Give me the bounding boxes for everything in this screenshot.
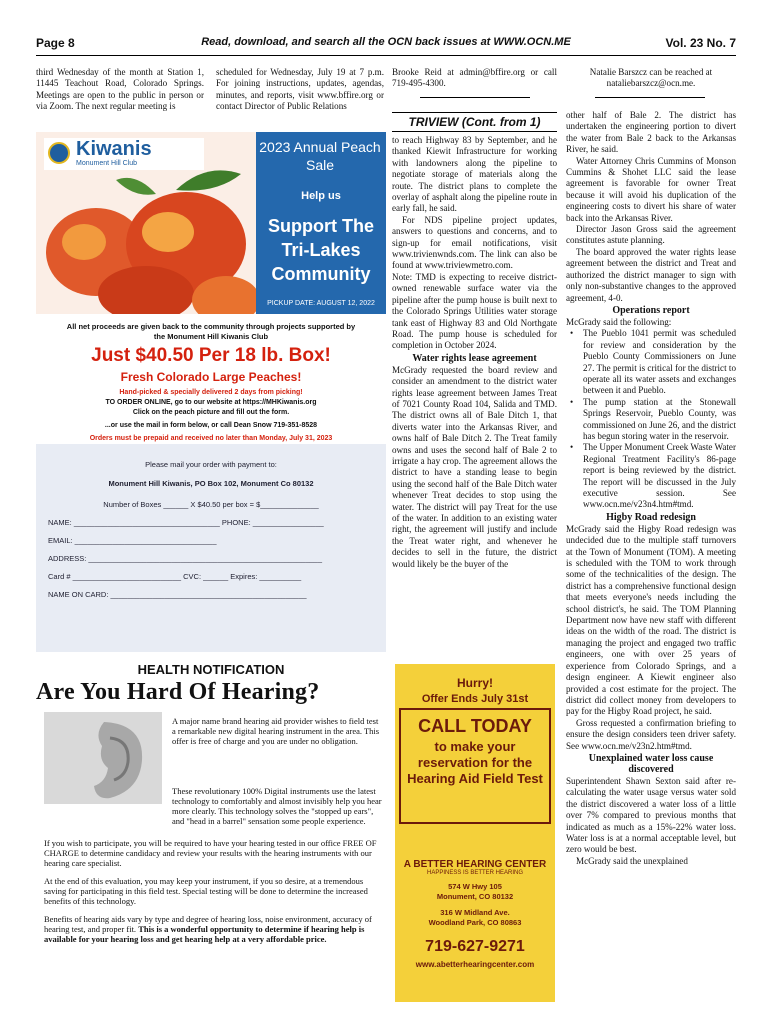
call-today-box — [399, 708, 551, 824]
hurry-text: Hurry! — [456, 676, 493, 690]
annual-sale-title: 2023 Annual Peach Sale — [259, 139, 381, 173]
brand-tagline: HAPPINESS IS BETTER HEARING — [426, 870, 524, 876]
col2-top: scheduled for Wednesday, July 19 at 7 p.m. For joining instructions, updates, agendas, minutes, and reports, visit www.bffire.org or contact Director of Public Relations — [216, 67, 384, 112]
phone-number[interactable]: 719-627-9271 — [425, 938, 525, 955]
handpicked-note: Hand-picked & specially delivered 2 days from picking! — [119, 389, 303, 396]
hearing-details: If you wish to participate, you will be required to have your hearing tested in our office FREE OF CHARGE to determine candidacy and review your results with the hearing instruments with our hearing care specialist. At the end of this evaluation, you may keep your instrument, if you so desire, at a tremendous saving for participating in this field test. Special testing will be done to determine the increased benefits of this technology. Benefits of hearing aids vary by type and degree of hearing loss, noise environment, accuracy of hearing test, and proper fit. This is a wonderful opportunity to determine if hearing help is available for your hearing loss and get hearing help at a very affordable price. — [44, 838, 377, 944]
peach-photo — [36, 132, 256, 314]
order-online: TO ORDER ONLINE, go to our website at https://MHKiwanis.org — [105, 399, 317, 406]
price-headline: Just $40.50 Per 18 lb. Box! — [91, 345, 331, 366]
click-instructions: Click on the peach picture and fill out the form. — [132, 409, 290, 416]
operations-list — [566, 328, 736, 511]
boxes-field[interactable]: Number of Boxes ______ X $40.50 per box = $______________ — [103, 500, 319, 509]
order-form — [36, 444, 386, 652]
kiwanis-peach-ad — [36, 132, 386, 652]
page-header — [36, 34, 736, 56]
col1-top: third Wednesday of the month at Station 1, 11445 Teachout Road, Colorado Springs. Meetings are open to the public in person or via Zoom. The next regular meeting is — [36, 67, 204, 112]
help-us: Help us — [301, 190, 341, 202]
card-field[interactable]: Card # __________________________ CVC: ______ Expires: __________ — [48, 572, 302, 581]
pickup-date: PICKUP DATE: AUGUST 12, 2022 — [267, 300, 375, 307]
brand-name: A BETTER HEARING CENTER — [403, 859, 547, 870]
water-loss-heading: Unexplained water loss cause discovered — [588, 752, 714, 775]
page-number: Page 8 — [36, 36, 75, 50]
ad-banner — [36, 132, 386, 314]
triview-column: TRIVIEW (Cont. from 1) to reach Highway 83 by September, and he thanked Kiewit Infrastructure for working with landowners along the pipeline to negotiate storage of materials along the route. The district plans to complete the overlay of asphalt along the pipeline route in early fall, he said. For NDS pipeline project updates, answers to questions and concerns, and to sign-up for email notifications, visit www.trivienwnds.com. The link can also be found at www.triviewmetro.com. Note: TMD is expecting to receive district-owned renewable surface water via the pipeline after the pump house is built next to the Colorado Springs Utilities water storage tank east of Highway 83 and Old Northgate Road. The pump house is scheduled for completion in October 2024. Water rights lease agreement McGrady requested the board review and consider an amendment to the district water rights lease agreement between James Treat of 7021 County Road 104, Salida and TMD. The district owns all of Bale Ditch 1, that diverts water into the Arkansas River, and owns half of Bale Ditch 2. The Treat family owns and uses the second half of Bale 2 to irrigate a hay crop. The agreement allows the district to have a standing lease to begin using the second half of the Bale Ditch water whenever Treat decides to stop using the water. The district will pay Treat for the use of the water. In addition to an existing water right, the agreement will justify and include the Treat water right, and whenever he decides to sell in the future, the district would likely be the buyer of the — [392, 112, 557, 570]
operations-heading: Operations report — [612, 304, 690, 316]
offer-ends: Offer Ends July 31st — [421, 693, 529, 705]
higby-heading: Higby Road redesign — [606, 511, 696, 523]
kiwanis-emblem-icon — [48, 142, 70, 164]
hearing-center-ad — [395, 664, 555, 1002]
list-item: • The pump station at the Stonewall Springs Reservoir, Pueblo County, was commissioned on June 26, and the district has begun storing water in the reservoir. — [566, 397, 736, 443]
ear-photo — [44, 712, 162, 804]
email-field[interactable]: EMAIL: __________________________________ — [48, 536, 217, 545]
reservation-text: to make your reservation for the Hearing Aid Field Test — [407, 739, 543, 786]
divider — [420, 97, 530, 98]
list-item: • The Upper Monument Creek Waste Water Regional Treatment Facility's 86-page report is being reviewed by the district. The report will be discussed in the July executive session. See www.ocn.me/v23n4.htm#tmd. — [566, 442, 736, 510]
ad-right-panel — [256, 132, 386, 314]
triview-heading: TRIVIEW (Cont. from 1) — [392, 112, 557, 132]
hearing-intro: A major name brand hearing aid provider wishes to field test a remarkable new digital hearing instrument in the area. This offer is free of charge and you are under no obligation. — [172, 716, 380, 746]
support-tagline: Support The Tri-Lakes Community — [268, 216, 374, 284]
col3-top: Brooke Reid at admin@bffire.org or call 719-495-4300. — [392, 67, 557, 89]
hearing-headline: Are You Hard Of Hearing? — [36, 679, 320, 705]
address-monument: 574 W Hwy 105 Monument, CO 80132 — [436, 882, 514, 901]
address-field[interactable]: ADDRESS: ________________________________________________________ — [48, 554, 323, 563]
hearing-tech: These revolutionary 100% Digital instruments use the latest technology to comfortably and almost invisibly help you hear more clearly. This technology solves the "stopped up ears", and "head in a barrel" sensation some people experience. — [172, 786, 382, 826]
mail-or-call: ...or use the mail in form below, or call Dean Snow 719-351-8528 — [104, 422, 318, 429]
water-rights-heading: Water rights lease agreement — [412, 352, 537, 364]
name-phone-field[interactable]: NAME: ___________________________________ PHONE: _________________ — [48, 518, 324, 527]
volume-number: Vol. 23 No. 7 — [665, 36, 736, 50]
list-item: • The Pueblo 1041 permit was scheduled for review and consideration by the Pueblo County Commissioners on June 27. The permit is critical for the district to operate all its water assets and exchanges between it and Pueblo. — [566, 328, 736, 396]
fresh-peaches: Fresh Colorado Large Peaches! — [120, 370, 302, 384]
col4-top: Natalie Barszcz can be reached at nataliebarszcz@ocn.me. — [589, 67, 713, 89]
prepaid-note: Orders must be prepaid and received no later than Monday, July 31, 2023 — [89, 435, 333, 442]
website-link[interactable]: www.abetterhearingcenter.com — [415, 960, 535, 969]
hearing-ad — [36, 660, 386, 1000]
ad-body — [36, 322, 386, 460]
proceeds-note: All net proceeds are given back to the community through projects supported by the Monument Hill Kiwanis Club — [66, 322, 356, 341]
header-tagline: Read, download, and search all the OCN back issues at WWW.OCN.ME — [201, 36, 571, 48]
call-today: CALL TODAY — [418, 716, 532, 736]
health-notification: HEALTH NOTIFICATION — [137, 662, 285, 677]
mail-address: Monument Hill Kiwanis, PO Box 102, Monument Co 80132 — [108, 479, 314, 488]
divider — [595, 97, 705, 98]
name-on-card-field[interactable]: NAME ON CARD: _______________________________________________ — [48, 590, 307, 599]
kiwanis-logo: Kiwanis Monument Hill Club — [44, 138, 204, 170]
address-woodland-park: 316 W Midland Ave. Woodland Park, CO 80863 — [428, 908, 522, 927]
mail-instructions: Please mail your order with payment to: — [145, 460, 277, 469]
right-column: other half of Bale 2. The district has undertaken the engineering portion to divert the water from Bale 2 back to the Arkansas River, he said. Water Attorney Chris Cummins of Monson Cummins & Shohet LLC said the lease agreement is favorable for owner Treat because it will avoid his duplication of the engineering costs to divert his share of water back into the Arkansas River. Director Jason Gross said the agreement constitutes astute planning. The board approved the water rights lease agreement between the district and Treat and authorized the district manager to sign with only non-substantive changes to the approved agreement, 4-0. Operations report McGrady said the following: • The Pueblo 1041 permit was scheduled for review and consideration by the Pueblo County Commissioners on June 27. The permit is critical for the district to operate all its water assets and exchanges between it and Pueblo. • The pump station at the Stonewall Springs Reservoir, Pueblo County, was commissioned on June 26, and the district has begun storing water in the reservoir. • The Upper Monument Creek Waste Water Regional Treatment Facility's 86-page report is being reviewed by the district. The report will be discussed in the July executive session. See www.ocn.me/v23n4.htm#tmd. Higby Road redesign McGrady said the Higby Road redesign was undecided due to the multiple staff turnovers at the Town of Monument (TOM). A meeting is scheduled with the TOM to work through some of the technicalities of the design. The district has a comprehensive functional design that meets everyone's needs including the school district's, he said. The TOM Planning Department now have new staff with different ideas on the width of the road. The district is managing the project and engaged two traffic engineers, one with over 25 years of experience from Colorado Springs, and a design engineer. A Kiewit engineer also provided a cost estimate for the project. The district did collect money from developers to pay for the Higby Road project, he said. Gross requested a confirmation briefing to ensure the design considers teen driver safety. See www.ocn.me/v23n2.htm#tmd. Unexplained water loss cause discovered Superintendent Shawn Sexton said after re-calculating the water usage versus water sold the district discovered a water loss of a little over 7% compared to previous months that indicated as much as a 15%-22% water loss. Water loss is at a normal acceptable level, but zero would be best. McGrady said the unexplained — [566, 110, 736, 867]
hearing-center-brand — [395, 859, 555, 969]
